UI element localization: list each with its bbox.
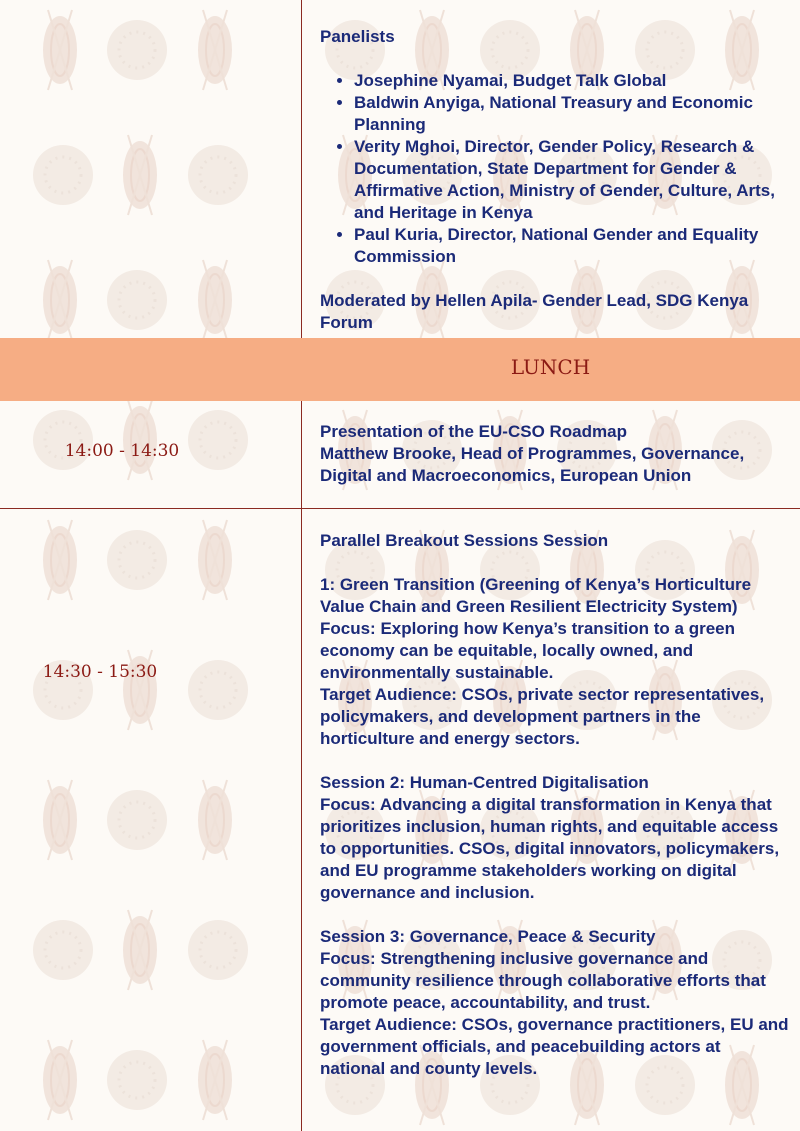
- session3-audience: Target Audience: CSOs, governance practitioners, EU and government officials, and peacebuilding actors at national and county levels.: [320, 1015, 789, 1078]
- roadmap-time: 14:00 - 14:30: [64, 441, 180, 461]
- session3-focus: Focus: Strengthening inclusive governance and community resilience through collaborative efforts that promote peace, accountability, and trust.: [320, 949, 766, 1012]
- column-divider: [301, 0, 302, 338]
- session1-title: 1: Green Transition (Greening of Kenya’s Horticulture Value Chain and Green Resilient Electricity System): [320, 575, 752, 616]
- panelist-item: • Paul Kuria, Director, National Gender and Equality Commission: [354, 224, 790, 268]
- panelists-heading: Panelists: [320, 27, 395, 46]
- roadmap-presenter: Matthew Brooke, Head of Programmes, Governance, Digital and Macroeconomics, European Union: [320, 444, 745, 485]
- column-divider: [301, 401, 302, 1131]
- panelist-item: • Baldwin Anyiga, National Treasury and Economic Planning: [354, 92, 790, 136]
- roadmap-section: [320, 421, 790, 487]
- panelist-item: • Josephine Nyamai, Budget Talk Global: [354, 70, 790, 92]
- session1-focus: Focus: Exploring how Kenya’s transition to a green economy can be equitable, locally owned, and environmentally sustainable.: [320, 619, 735, 682]
- lunch-label: LUNCH: [510, 355, 591, 379]
- panel-section: [320, 26, 790, 334]
- session2-title: Session 2: Human-Centred Digitalisation: [320, 773, 649, 792]
- breakout-heading: Parallel Breakout Sessions Session: [320, 531, 609, 550]
- panelists-list: [320, 70, 790, 268]
- session1-audience: Target Audience: CSOs, private sector representatives, policymakers, and development partners in the horticulture and energy sectors.: [320, 685, 765, 748]
- breakout-time: 14:30 - 15:30: [42, 662, 158, 682]
- session3-title: Session 3: Governance, Peace & Security: [320, 927, 656, 946]
- moderator-line: Moderated by Hellen Apila- Gender Lead, SDG Kenya Forum: [320, 291, 749, 332]
- roadmap-title: Presentation of the EU-CSO Roadmap: [320, 422, 627, 441]
- breakout-section: [320, 530, 790, 1080]
- row-divider: [0, 508, 800, 509]
- session2-focus: Focus: Advancing a digital transformation in Kenya that prioritizes inclusion, human rights, and equitable access to opportunities. CSOs, digital innovators, policymakers, and EU programme stakeholders working on digital governance and inclusion.: [320, 795, 780, 902]
- panelist-item: • Verity Mghoi, Director, Gender Policy, Research & Documentation, State Department for Gender & Affirmative Action, Ministry of Gender, Culture, Arts, and Heritage in Kenya: [354, 136, 790, 224]
